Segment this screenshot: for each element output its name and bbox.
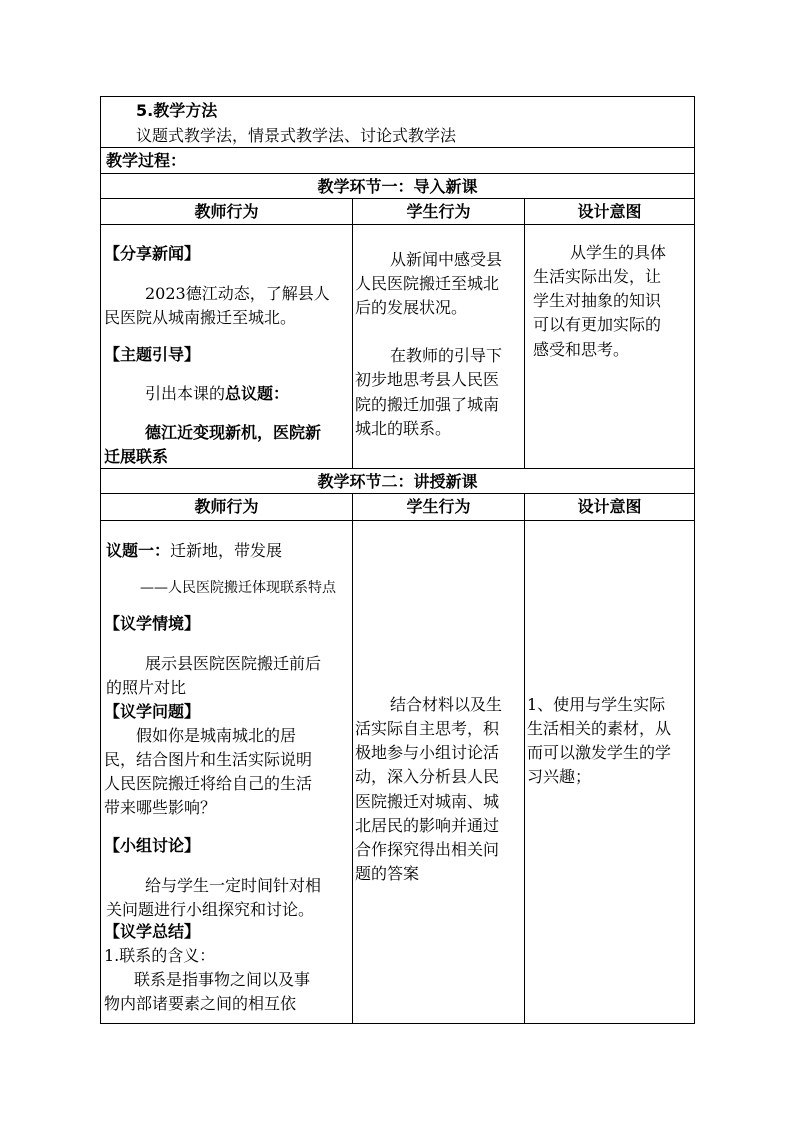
s2-summary-heading: 【议学总结】 [104, 922, 201, 941]
s1-guide-text: 引出本课的 [145, 384, 226, 403]
column-divider [352, 198, 353, 468]
s1-student-line: 初步地思考县人民医 [355, 370, 500, 389]
s2-student-line: 极地参与小组讨论活 [355, 743, 500, 762]
column-divider [352, 493, 353, 1024]
s2-topic-line [106, 541, 282, 561]
s2-student-line: 动，深入分析县人民 [355, 767, 500, 786]
s2-scenario-line: 展示县医院医院搬迁前后 [145, 654, 322, 673]
s2-question-line: 带来哪些影响？ [104, 798, 217, 817]
s2-intent-line: 生活相关的素材，从 [527, 719, 672, 738]
row-divider [100, 493, 695, 494]
section1-header-student: 学生行为 [406, 202, 471, 221]
table-border-top [100, 96, 695, 97]
section1-title: 教学环节一：导入新课 [317, 177, 478, 196]
s2-discussion-line: 关问题进行小组探究和讨论。 [106, 900, 315, 919]
s2-student-line: 合作探究得出相关问 [355, 840, 500, 859]
table-border-bottom [100, 1023, 695, 1024]
s1-news-line: 2023德江动态，了解县人 [145, 284, 330, 303]
s2-question-line: 假如你是城南城北的居 [136, 726, 297, 745]
column-divider [524, 198, 525, 468]
s2-question-line: 人民医院搬迁将给自己的生活 [104, 774, 313, 793]
s2-intent-line: 习兴趣； [527, 767, 592, 786]
s1-student-line: 城北的联系。 [355, 419, 452, 438]
s2-student-line: 医院搬迁对城南、城 [355, 792, 500, 811]
s2-student-line: 结合材料以及生 [390, 695, 503, 714]
s2-summary-line: 物内部诸要素之间的相互依 [104, 994, 297, 1013]
s1-main-topic-line: 德江近变现新机，医院新 [145, 423, 322, 442]
s1-share-news-heading: 【分享新闻】 [104, 244, 201, 263]
s1-guide-line [145, 384, 289, 404]
s2-question-line: 民，结合图片和生活实际说明 [104, 750, 313, 769]
row-divider [100, 147, 695, 148]
s2-student-line: 活实际自主思考，积 [355, 719, 500, 738]
s1-student-line: 后的发展状况。 [355, 298, 468, 317]
s1-topic-guide-heading: 【主题引导】 [104, 345, 201, 364]
s1-intent-line: 生活实际出发，让 [533, 267, 662, 286]
s1-guide-bold: 总议题： [225, 384, 290, 403]
s1-intent-line: 可以有更加实际的 [533, 315, 662, 334]
s2-question-heading: 【议学问题】 [104, 702, 201, 721]
methods-text: 议题式教学法，情景式教学法、讨论式教学法 [136, 126, 457, 145]
row-divider [100, 468, 695, 469]
column-divider [524, 493, 525, 1024]
s2-student-line: 题的答案 [355, 864, 420, 883]
row-divider [100, 173, 695, 174]
section1-header-teacher: 教师行为 [194, 202, 259, 221]
s1-news-line: 民医院从城南搬迁至城北。 [104, 308, 297, 327]
table-border-right [694, 96, 695, 1024]
s2-student-line: 北居民的影响并通过 [355, 816, 500, 835]
s2-topic-text: 迁新地，带发展 [170, 541, 283, 560]
methods-heading: 5.教学方法 [136, 101, 218, 120]
s1-intent-line: 从学生的具体 [570, 243, 667, 262]
s2-discussion-heading: 【小组讨论】 [104, 836, 201, 855]
s2-summary-line: 联系是指事物之间以及事 [134, 970, 311, 989]
s2-topic-subtitle: ——人民医院搬迁体现联系特点 [140, 580, 336, 596]
s2-intent-line: 1、使用与学生实际 [527, 695, 666, 714]
table-border-left [100, 96, 101, 1024]
section1-header-intent: 设计意图 [577, 202, 642, 221]
s1-student-line: 人民医院搬迁至城北 [355, 274, 500, 293]
section2-title: 教学环节二：讲授新课 [317, 472, 478, 491]
s2-intent-line: 而可以激发学生的学 [527, 743, 672, 762]
row-divider [100, 224, 695, 225]
s1-intent-line: 学生对抽象的知识 [533, 291, 662, 310]
s2-discussion-line: 给与学生一定时间针对相 [145, 876, 322, 895]
section2-header-student: 学生行为 [406, 497, 471, 516]
s1-main-topic-line: 迁展联系 [104, 447, 169, 466]
s1-student-line: 从新闻中感受县 [390, 250, 503, 269]
s1-student-line: 院的搬迁加强了城南 [355, 395, 500, 414]
process-label: 教学过程： [106, 151, 187, 170]
s2-topic-label: 议题一： [106, 541, 171, 560]
s1-student-line: 在教师的引导下 [390, 346, 503, 365]
row-divider [100, 198, 695, 199]
s2-scenario-line: 的照片对比 [106, 678, 187, 697]
s2-summary-line: 1.联系的含义： [104, 946, 216, 965]
row-divider [100, 520, 695, 521]
s1-intent-line: 感受和思考。 [533, 340, 630, 359]
section2-header-intent: 设计意图 [577, 497, 642, 516]
s2-scenario-heading: 【议学情境】 [104, 614, 201, 633]
section2-header-teacher: 教师行为 [194, 497, 259, 516]
